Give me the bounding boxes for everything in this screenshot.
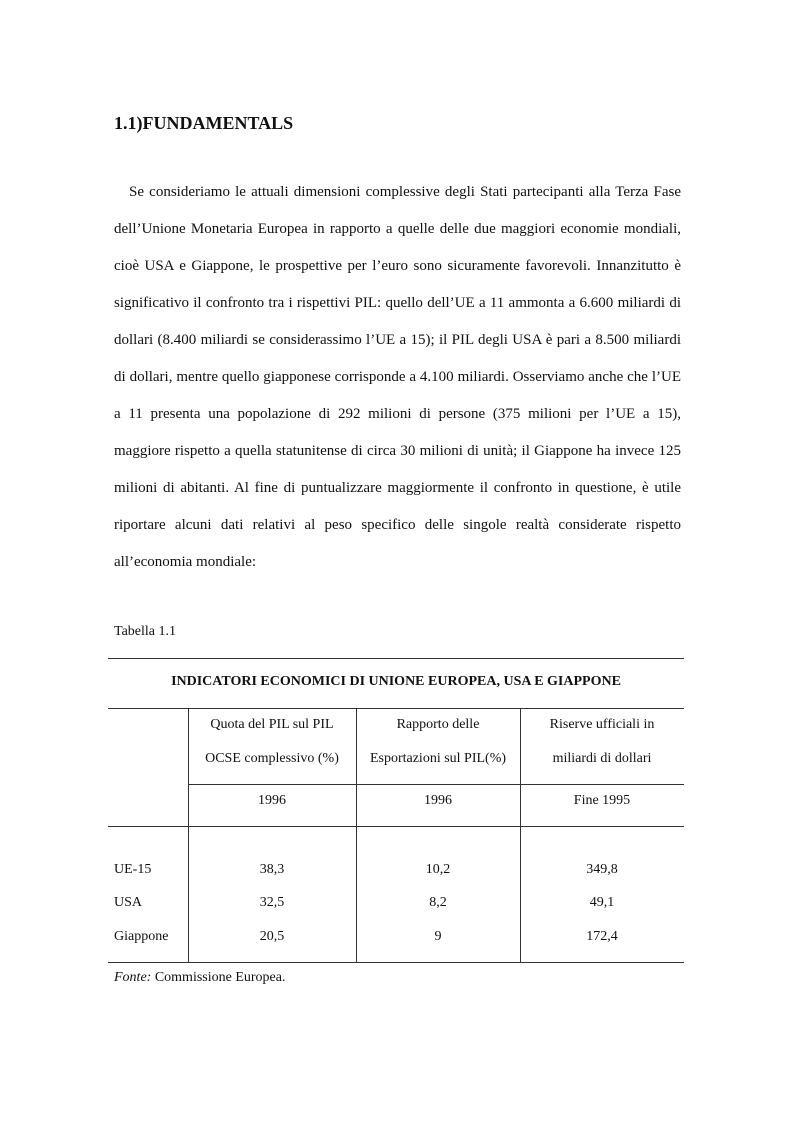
column-period-export: 1996 (424, 793, 452, 808)
body-paragraph: Se consideriamo le attuali dimensioni complessive degli Stati partecipanti alla Terza Fase dell’Unione Monetaria Europea in rapporto a quelle delle due maggiori economie mondiali, cioè USA e Giappone, le prospettive per l’euro sono sicuramente favorevoli. Innanzitutto è significativo il confronto tra i rispettivi PIL: quello dell’UE a 11 ammonta a 6.600 miliardi di dollari (8.400 miliardi se considerassimo l’UE a 15); il PIL degli USA è pari a 8.500 miliardi di dollari, mentre quello giapponese corrisponde a 4.100 miliardi. Osserviamo anche che l’UE a 11 presenta una popolazione di 292 milioni di persone (375 milioni per l’UE a 15), maggiore rispetto a quella statunitense di circa 30 milioni di unità; il Giappone ha invece 125 milioni di abitanti. Al fine di puntualizzare maggiormente il confronto in questione, è utile riportare alcuni dati relativi al peso specifico delle singole realtà considerate rispetto all’economia mondiale: (114, 184, 681, 570)
table-caption: Tabella 1.1 (114, 624, 176, 639)
row-label-ue15: UE-15 (114, 862, 152, 877)
table-cell: 49,1 (589, 895, 615, 910)
source-label: Fonte: (114, 970, 152, 985)
row-label-giappone: Giappone (114, 929, 169, 944)
column-divider-3 (520, 708, 521, 962)
source-text: Commissione Europea. (151, 970, 286, 985)
table-subheader-rule (188, 784, 684, 785)
table-cell: 10,2 (425, 862, 451, 877)
column-divider-1 (188, 708, 189, 962)
table-cell: 9 (434, 929, 442, 944)
table-header-rule (108, 708, 684, 709)
table-body-rule (108, 826, 684, 827)
column-divider-2 (356, 708, 357, 962)
column-header-pil-line1: Quota del PIL sul PIL (210, 717, 334, 732)
table-cell: 8,2 (429, 895, 447, 910)
table-cell: 172,4 (586, 929, 618, 944)
column-header-reserves-line1: Riserve ufficiali in (549, 717, 655, 732)
column-period-reserves: Fine 1995 (573, 793, 631, 808)
column-header-pil-line2: OCSE complessivo (%) (205, 751, 339, 766)
column-period-pil: 1996 (258, 793, 286, 808)
table-cell: 20,5 (259, 929, 285, 944)
table-cell: 349,8 (586, 862, 618, 877)
table-top-rule (108, 658, 684, 659)
column-header-export-line2: Esportazioni sul PIL(%) (369, 751, 507, 766)
table-bottom-rule (108, 962, 684, 963)
column-header-reserves-line2: miliardi di dollari (552, 751, 652, 766)
table-title: INDICATORI ECONOMICI DI UNIONE EUROPEA, USA E GIAPPONE (171, 674, 621, 689)
table-source (114, 970, 285, 986)
row-label-usa: USA (114, 895, 143, 910)
table-cell: 32,5 (259, 895, 285, 910)
table-cell: 38,3 (259, 862, 285, 877)
column-header-export-line1: Rapporto delle (396, 717, 480, 732)
section-heading: 1.1)FUNDAMENTALS (114, 113, 294, 133)
